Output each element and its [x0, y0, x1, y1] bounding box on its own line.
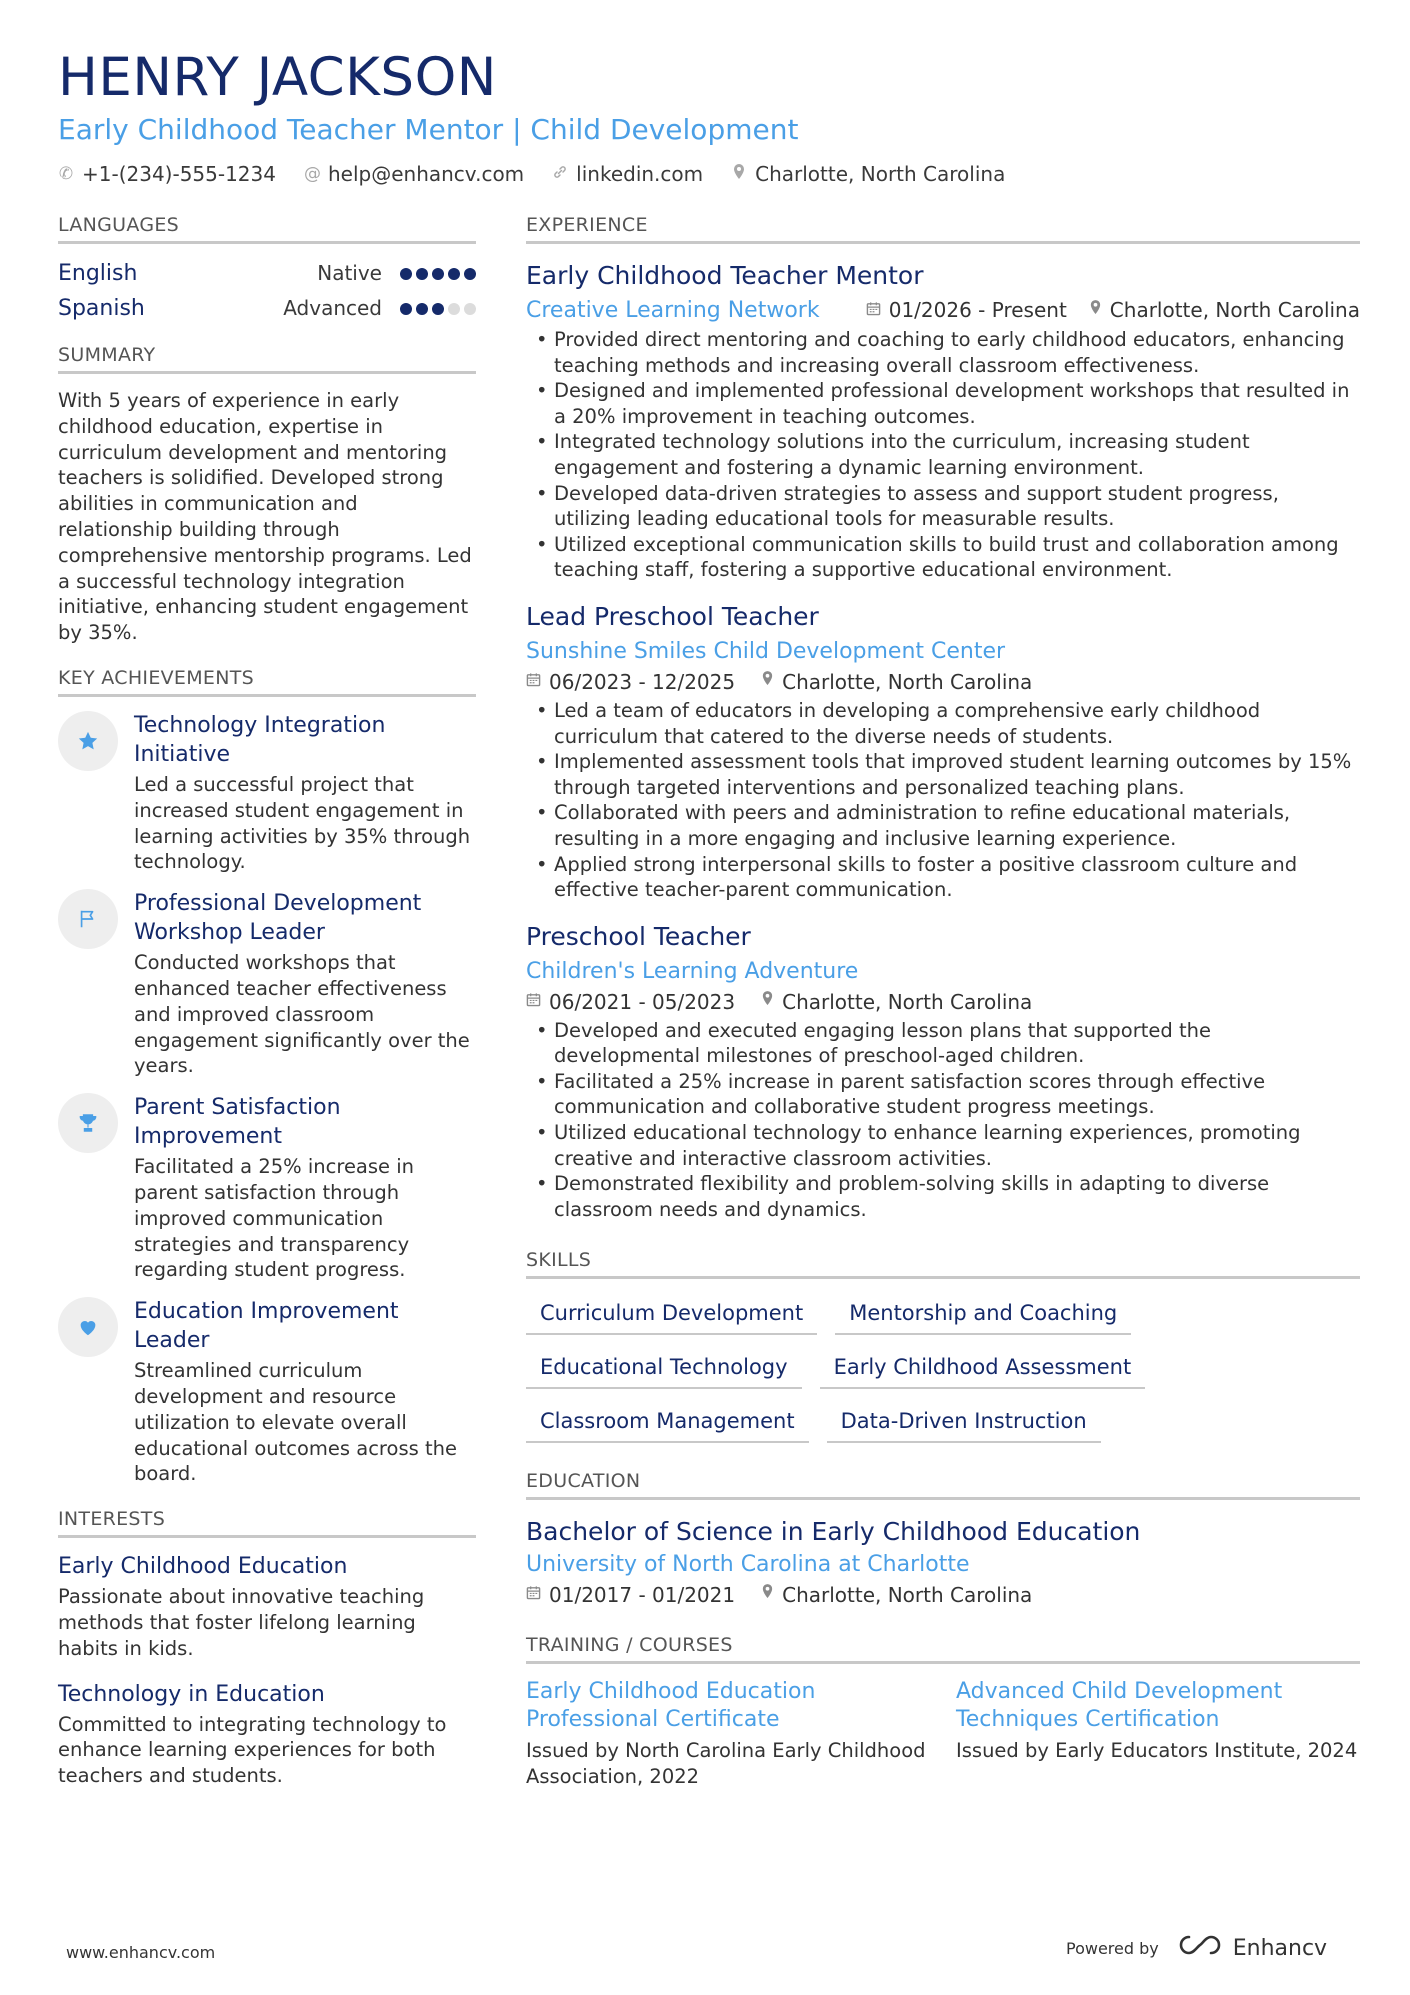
location-pin-icon: [761, 1581, 774, 1609]
job-bullet: • Developed data-driven strategies to assess and support student progress, utilizing leading educational tools for measurable results.: [526, 481, 1360, 532]
achievement-title: Professional Development Workshop Leader: [134, 891, 422, 946]
interest-item: [58, 1680, 476, 1789]
location-pin-icon: [731, 163, 747, 186]
job-bullet: • Integrated technology solutions into the curriculum, increasing student engagement and fostering a dynamic learning environment.: [526, 429, 1360, 480]
job-bullet: • Utilized exceptional communication skills to build trust and collaboration among teaching staff, fostering a supportive educational environment.: [526, 532, 1360, 583]
footer-branding: [1066, 1933, 1327, 1963]
job-dates: [866, 296, 1067, 325]
contact-location: [731, 162, 1005, 186]
proficiency-dot: [416, 303, 428, 315]
achievement-description: Streamlined curriculum development and resource utilization to elevate overall educational outcomes across the board.: [134, 1359, 457, 1486]
candidate-name: HENRY JACKSON: [58, 47, 497, 108]
experience-section: [526, 213, 1360, 1222]
job-meta: [526, 296, 1360, 325]
achievement-title: Education Improvement Leader: [134, 1299, 399, 1354]
heart-icon: [58, 1297, 118, 1357]
interest-item: [58, 1552, 476, 1661]
course-title: Early Childhood Education Professional Certificate: [526, 1679, 816, 1733]
job-bullet: • Implemented assessment tools that improved student learning outcomes by 15% through targeted interventions and personalized teaching plans.: [526, 749, 1360, 800]
contact-linkedin[interactable]: [552, 162, 703, 186]
trophy-icon: [58, 1093, 118, 1153]
proficiency-dot: [400, 268, 412, 280]
phone-icon: ✆: [58, 164, 74, 184]
skill-tag: Classroom Management: [526, 1403, 809, 1443]
section-heading: TRAINING / COURSES: [526, 1633, 1360, 1664]
proficiency-dot: [416, 268, 428, 280]
brand-name: Enhancv: [1232, 1935, 1328, 1961]
job-meta: [526, 668, 1360, 696]
language-row: [58, 259, 476, 288]
location-pin-icon: [1089, 296, 1102, 325]
enhancv-logo-icon: [1177, 1933, 1223, 1963]
email-text: help@enhancv.com: [327, 162, 525, 186]
skills-section: [526, 1248, 1360, 1443]
job-dates-text: 01/2026 - Present: [888, 298, 1067, 322]
interest-title: Early Childhood Education: [58, 1554, 348, 1580]
skill-tag: Mentorship and Coaching: [835, 1295, 1131, 1335]
contact-bar: [58, 162, 1358, 186]
job-dates-text: 06/2023 - 12/2025: [549, 669, 736, 694]
calendar-icon: [526, 988, 541, 1016]
education-dates-text: 01/2017 - 01/2021: [549, 1583, 736, 1608]
link-icon: [552, 164, 568, 185]
proficiency-dot-empty: [448, 303, 460, 315]
proficiency-dots: [400, 303, 476, 315]
skill-tag: Early Childhood Assessment: [820, 1349, 1146, 1389]
proficiency-dot: [448, 268, 460, 280]
job-dates: [526, 988, 735, 1016]
proficiency-dot-empty: [464, 303, 476, 315]
language-row: [58, 294, 476, 323]
course-item: [526, 1678, 930, 1790]
course-title: Advanced Child Development Techniques Certification: [956, 1679, 1283, 1733]
job-location-text: Charlotte, North Carolina: [1109, 298, 1360, 322]
section-heading: EXPERIENCE: [526, 213, 1360, 244]
course-description: Issued by North Carolina Early Childhood Association, 2022: [526, 1739, 926, 1789]
job-bullet: • Applied strong interpersonal skills to foster a positive classroom culture and effective teacher-parent communication.: [526, 852, 1360, 903]
job-title: Lead Preschool Teacher: [526, 601, 819, 631]
calendar-icon: [866, 296, 881, 325]
achievement-item: [58, 711, 476, 875]
education-dates: [526, 1581, 735, 1609]
job-bullet: • Facilitated a 25% increase in parent satisfaction scores through effective communication and collaborative student progress meetings.: [526, 1069, 1360, 1120]
job-bullets: [526, 327, 1360, 583]
phone-text: +1-(234)-555-1234: [82, 162, 276, 186]
job-meta: [526, 988, 1360, 1016]
skill-tag: Educational Technology: [526, 1349, 802, 1389]
job-location: [761, 988, 1032, 1016]
company-name: Sunshine Smiles Child Development Center: [526, 638, 1006, 664]
achievement-item: [58, 889, 476, 1079]
interest-description: Passionate about innovative teaching methods that foster lifelong learning habits in kids.: [58, 1585, 425, 1660]
proficiency-dot: [464, 268, 476, 280]
job-title: Early Childhood Teacher Mentor: [526, 261, 924, 290]
job-entry: [526, 601, 1360, 903]
job-location: [1089, 296, 1360, 325]
brand-logo[interactable]: [1177, 1933, 1327, 1963]
left-column: [58, 213, 476, 1809]
education-location-text: Charlotte, North Carolina: [782, 1583, 1033, 1608]
languages-section: [58, 213, 476, 323]
skills-list: [526, 1295, 1166, 1443]
section-heading: SUMMARY: [58, 343, 476, 374]
job-title: Preschool Teacher: [526, 921, 751, 951]
job-entry: [526, 921, 1360, 1223]
summary-text: With 5 years of experience in early childhood education, expertise in curriculum development and mentoring teachers is solidified. Developed strong abilities in communication and relationship building through comprehensive mentorship programs. Led a successful technology integration initiative, enhancing student engagement by 35%.: [58, 389, 472, 645]
section-heading: SKILLS: [526, 1248, 1360, 1279]
job-bullet: • Collaborated with peers and administration to refine educational materials, resulting in a more engaging and inclusive learning experience.: [526, 800, 1360, 851]
job-bullet: • Utilized educational technology to enhance learning experiences, promoting creative and interactive classroom activities.: [526, 1120, 1360, 1171]
calendar-icon: [526, 668, 541, 696]
footer-website[interactable]: www.enhancv.com: [66, 1943, 216, 1962]
course-description: Issued by Early Educators Institute, 2024: [956, 1739, 1358, 1763]
courses-list: [526, 1678, 1360, 1790]
achievement-item: [58, 1093, 476, 1283]
language-level: Native: [317, 261, 382, 285]
section-heading: EDUCATION: [526, 1469, 1360, 1500]
job-entry: [526, 260, 1360, 583]
job-bullet: • Designed and implemented professional development workshops that resulted in a 20% improvement in teaching outcomes.: [526, 378, 1360, 429]
interest-description: Committed to integrating technology to enhance learning experiences for both teachers and students.: [58, 1712, 447, 1788]
job-bullet: • Provided direct mentoring and coaching to early childhood educators, enhancing teaching methods and increasing overall classroom effectiveness.: [526, 327, 1360, 378]
candidate-title: Early Childhood Teacher Mentor | Child Development: [58, 113, 799, 146]
company-name: Creative Learning Network: [526, 298, 820, 323]
training-section: [526, 1633, 1360, 1790]
course-item: [956, 1678, 1360, 1790]
job-bullets: [526, 698, 1360, 903]
summary-section: [58, 343, 476, 646]
achievement-title: Parent Satisfaction Improvement: [134, 1095, 341, 1150]
education-section: [526, 1469, 1360, 1609]
resume-header: [58, 46, 1358, 186]
achievement-description: Facilitated a 25% increase in parent satisfaction through improved communication strategies and transparency regarding student progress.: [134, 1155, 415, 1282]
degree-title: Bachelor of Science in Early Childhood Education: [526, 1517, 1141, 1547]
company-name: Children's Learning Adventure: [526, 958, 859, 984]
location-pin-icon: [761, 668, 774, 696]
powered-by-text: Powered by: [1066, 1938, 1159, 1958]
job-location-text: Charlotte, North Carolina: [782, 989, 1033, 1014]
education-location: [761, 1581, 1032, 1609]
proficiency-dot: [432, 303, 444, 315]
at-icon: @: [303, 164, 321, 184]
job-dates: [526, 668, 735, 696]
job-bullet: • Led a team of educators in developing a comprehensive early childhood curriculum that catered to the diverse needs of students.: [526, 698, 1360, 749]
job-bullet: • Demonstrated flexibility and problem-solving skills in adapting to diverse classroom needs and dynamics.: [526, 1171, 1360, 1222]
location-text: Charlotte, North Carolina: [755, 162, 1006, 186]
school-name: University of North Carolina at Charlotte: [526, 1552, 970, 1578]
education-meta: [526, 1581, 1360, 1609]
achievements-section: [58, 666, 476, 1487]
job-bullets: [526, 1018, 1360, 1223]
right-column: [526, 213, 1360, 1810]
proficiency-dot: [432, 268, 444, 280]
interests-section: [58, 1507, 476, 1789]
location-pin-icon: [761, 988, 774, 1016]
section-heading: INTERESTS: [58, 1507, 476, 1538]
job-location-text: Charlotte, North Carolina: [782, 669, 1033, 694]
job-bullet: • Developed and executed engaging lesson plans that supported the developmental milestones of preschool-aged children.: [526, 1018, 1360, 1069]
calendar-icon: [526, 1581, 541, 1609]
star-icon: [58, 711, 118, 771]
language-level: Advanced: [283, 296, 382, 320]
job-dates-text: 06/2021 - 05/2023: [549, 989, 736, 1014]
section-heading: KEY ACHIEVEMENTS: [58, 666, 476, 697]
proficiency-dots: [400, 268, 476, 280]
interest-title: Technology in Education: [58, 1681, 325, 1707]
skill-tag: Curriculum Development: [526, 1295, 817, 1335]
contact-email[interactable]: [304, 162, 524, 186]
flag-icon: [58, 889, 118, 949]
skill-tag: Data-Driven Instruction: [827, 1403, 1101, 1443]
achievement-item: [58, 1297, 476, 1487]
section-heading: LANGUAGES: [58, 213, 476, 244]
job-location: [761, 668, 1032, 696]
language-name: Spanish: [58, 296, 145, 321]
linkedin-text: linkedin.com: [576, 162, 704, 186]
achievement-description: Led a successful project that increased student engagement in learning activities by 35% through technology.: [134, 772, 471, 874]
contact-phone[interactable]: [58, 162, 276, 186]
language-name: English: [58, 261, 138, 286]
achievement-description: Conducted workshops that enhanced teacher effectiveness and improved classroom engagement significantly over the years.: [134, 951, 470, 1078]
achievement-title: Technology Integration Initiative: [134, 712, 386, 767]
proficiency-dot: [400, 303, 412, 315]
